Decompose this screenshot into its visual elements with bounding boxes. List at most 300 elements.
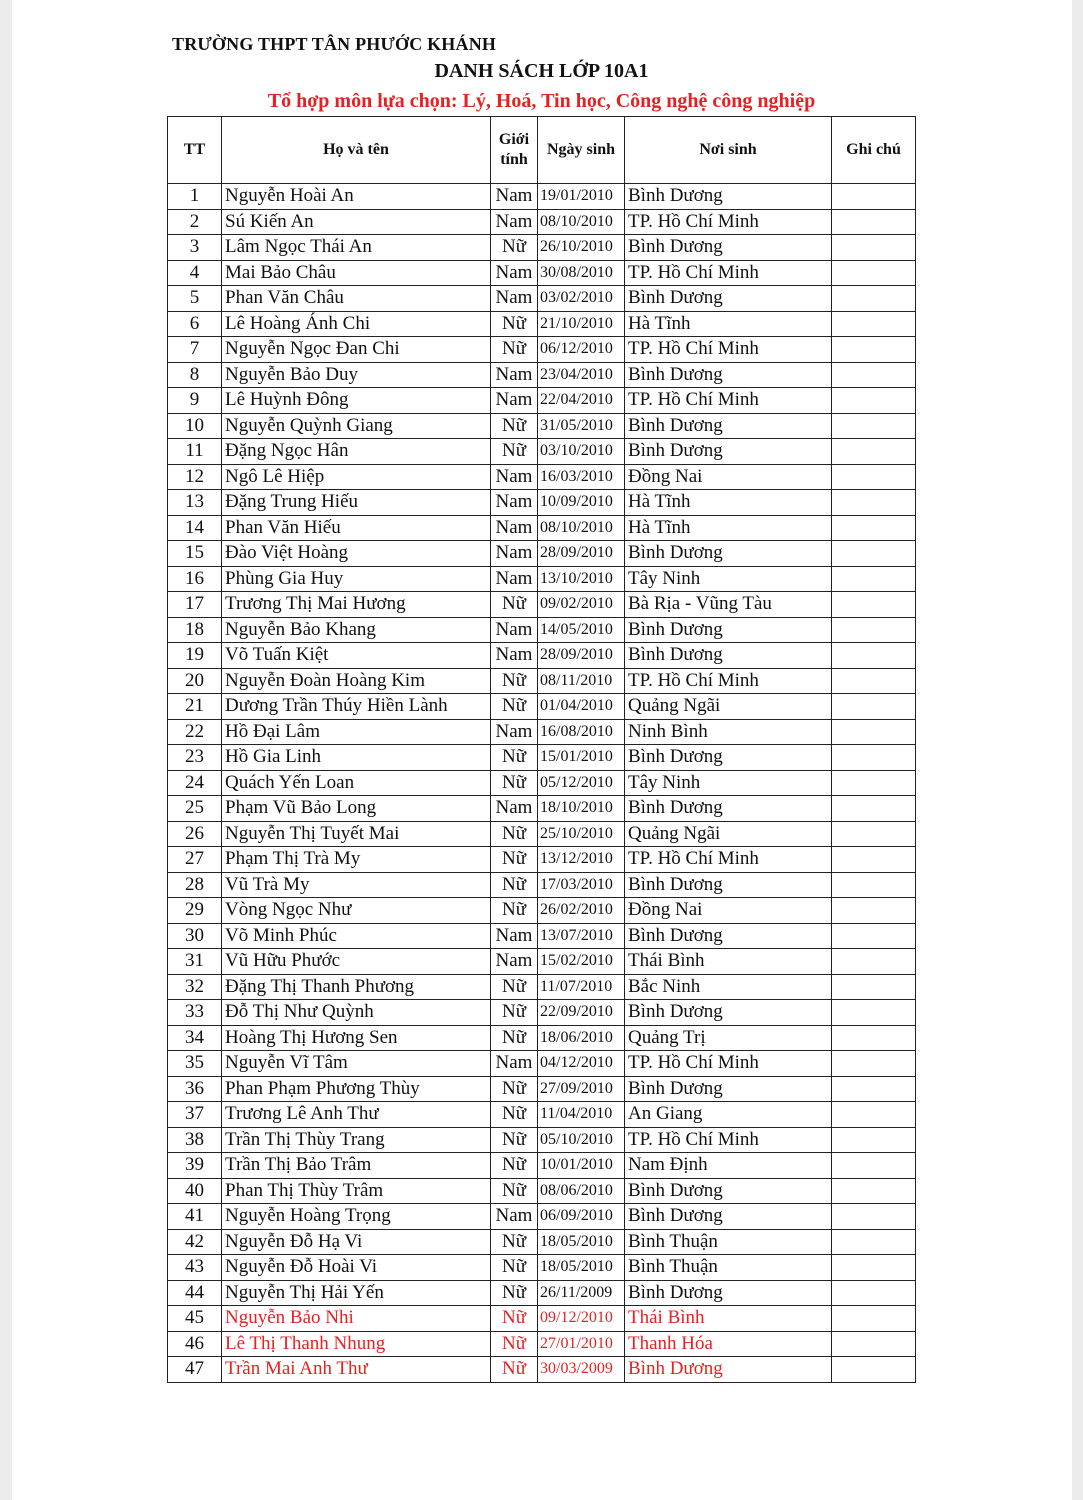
cell-place: TP. Hồ Chí Minh	[625, 847, 832, 873]
cell-tt: 26	[168, 821, 222, 847]
cell-place: Bình Dương	[625, 541, 832, 567]
cell-place: Bình Dương	[625, 1000, 832, 1026]
cell-note	[832, 1127, 916, 1153]
cell-tt: 39	[168, 1153, 222, 1179]
cell-sex: Nam	[491, 643, 538, 669]
cell-place: Đồng Nai	[625, 464, 832, 490]
cell-name: Nguyễn Đỗ Hạ Vi	[222, 1229, 491, 1255]
cell-dob: 25/10/2010	[538, 821, 625, 847]
cell-note	[832, 1280, 916, 1306]
cell-place: Thái Bình	[625, 949, 832, 975]
cell-dob: 31/05/2010	[538, 413, 625, 439]
table-row	[168, 898, 916, 924]
cell-dob: 18/05/2010	[538, 1229, 625, 1255]
cell-note	[832, 796, 916, 822]
table-row	[168, 515, 916, 541]
cell-sex: Nữ	[491, 974, 538, 1000]
cell-note	[832, 923, 916, 949]
cell-tt: 43	[168, 1255, 222, 1281]
cell-note	[832, 974, 916, 1000]
cell-tt: 34	[168, 1025, 222, 1051]
cell-name: Lâm Ngọc Thái An	[222, 235, 491, 261]
cell-place: Bình Dương	[625, 439, 832, 465]
cell-note	[832, 439, 916, 465]
cell-sex: Nữ	[491, 235, 538, 261]
cell-place: Bình Dương	[625, 1204, 832, 1230]
table-row	[168, 1331, 916, 1357]
cell-name: Phan Văn Châu	[222, 286, 491, 312]
cell-place: Bình Dương	[625, 1076, 832, 1102]
cell-tt: 23	[168, 745, 222, 771]
cell-name: Nguyễn Quỳnh Giang	[222, 413, 491, 439]
cell-sex: Nữ	[491, 821, 538, 847]
table-row	[168, 362, 916, 388]
table-row	[168, 923, 916, 949]
cell-tt: 41	[168, 1204, 222, 1230]
cell-tt: 14	[168, 515, 222, 541]
cell-sex: Nam	[491, 362, 538, 388]
cell-sex: Nữ	[491, 1076, 538, 1102]
cell-sex: Nam	[491, 923, 538, 949]
cell-name: Phùng Gia Huy	[222, 566, 491, 592]
cell-note	[832, 413, 916, 439]
cell-sex: Nữ	[491, 668, 538, 694]
table-row	[168, 184, 916, 210]
table-row	[168, 209, 916, 235]
cell-place: TP. Hồ Chí Minh	[625, 337, 832, 363]
cell-dob: 14/05/2010	[538, 617, 625, 643]
cell-dob: 03/02/2010	[538, 286, 625, 312]
table-row	[168, 413, 916, 439]
cell-note	[832, 1255, 916, 1281]
cell-dob: 11/04/2010	[538, 1102, 625, 1128]
cell-note	[832, 668, 916, 694]
cell-dob: 18/10/2010	[538, 796, 625, 822]
cell-tt: 24	[168, 770, 222, 796]
cell-name: Nguyễn Thị Hải Yến	[222, 1280, 491, 1306]
cell-tt: 47	[168, 1357, 222, 1383]
cell-dob: 18/06/2010	[538, 1025, 625, 1051]
cell-sex: Nữ	[491, 745, 538, 771]
cell-sex: Nam	[491, 260, 538, 286]
cell-place: TP. Hồ Chí Minh	[625, 388, 832, 414]
table-row	[168, 821, 916, 847]
cell-dob: 18/05/2010	[538, 1255, 625, 1281]
table-row	[168, 592, 916, 618]
cell-tt: 25	[168, 796, 222, 822]
cell-sex: Nữ	[491, 1025, 538, 1051]
table-row	[168, 1306, 916, 1332]
cell-note	[832, 694, 916, 720]
cell-dob: 01/04/2010	[538, 694, 625, 720]
table-row	[168, 1127, 916, 1153]
table-row	[168, 235, 916, 261]
cell-name: Hồ Đại Lâm	[222, 719, 491, 745]
cell-tt: 27	[168, 847, 222, 873]
cell-note	[832, 515, 916, 541]
cell-sex: Nam	[491, 796, 538, 822]
table-row	[168, 1280, 916, 1306]
cell-dob: 28/09/2010	[538, 643, 625, 669]
col-header-sex-line2: tính	[500, 151, 528, 168]
cell-name: Dương Trần Thúy Hiền Lành	[222, 694, 491, 720]
cell-dob: 26/11/2009	[538, 1280, 625, 1306]
cell-dob: 15/02/2010	[538, 949, 625, 975]
cell-note	[832, 1306, 916, 1332]
cell-tt: 6	[168, 311, 222, 337]
cell-tt: 11	[168, 439, 222, 465]
cell-place: Bình Dương	[625, 923, 832, 949]
cell-sex: Nam	[491, 1204, 538, 1230]
cell-name: Nguyễn Vĩ Tâm	[222, 1051, 491, 1077]
cell-name: Đặng Thị Thanh Phương	[222, 974, 491, 1000]
table-row	[168, 1153, 916, 1179]
cell-dob: 27/09/2010	[538, 1076, 625, 1102]
cell-sex: Nữ	[491, 439, 538, 465]
table-row	[168, 1357, 916, 1383]
cell-dob: 16/03/2010	[538, 464, 625, 490]
cell-place: Bình Thuận	[625, 1229, 832, 1255]
table-row	[168, 949, 916, 975]
cell-place: Bắc Ninh	[625, 974, 832, 1000]
cell-tt: 22	[168, 719, 222, 745]
cell-name: Võ Minh Phúc	[222, 923, 491, 949]
cell-sex: Nam	[491, 286, 538, 312]
cell-name: Lê Huỳnh Đông	[222, 388, 491, 414]
cell-sex: Nam	[491, 566, 538, 592]
table-row	[168, 974, 916, 1000]
cell-note	[832, 184, 916, 210]
cell-dob: 08/10/2010	[538, 515, 625, 541]
cell-dob: 05/12/2010	[538, 770, 625, 796]
cell-note	[832, 1357, 916, 1383]
cell-tt: 16	[168, 566, 222, 592]
cell-place: Bình Dương	[625, 643, 832, 669]
cell-sex: Nam	[491, 515, 538, 541]
cell-place: Bình Dương	[625, 872, 832, 898]
cell-name: Đào Việt Hoàng	[222, 541, 491, 567]
cell-note	[832, 898, 916, 924]
cell-note	[832, 490, 916, 516]
class-roster-table	[167, 116, 916, 1383]
cell-note	[832, 1178, 916, 1204]
cell-dob: 21/10/2010	[538, 311, 625, 337]
cell-sex: Nam	[491, 184, 538, 210]
cell-name: Mai Bảo Châu	[222, 260, 491, 286]
cell-place: Bình Dương	[625, 1357, 832, 1383]
cell-tt: 28	[168, 872, 222, 898]
cell-name: Vũ Trà My	[222, 872, 491, 898]
cell-name: Trương Thị Mai Hương	[222, 592, 491, 618]
cell-sex: Nam	[491, 388, 538, 414]
cell-tt: 1	[168, 184, 222, 210]
cell-note	[832, 949, 916, 975]
col-header-tt: TT	[168, 117, 222, 184]
table-row	[168, 719, 916, 745]
cell-sex: Nữ	[491, 1229, 538, 1255]
cell-tt: 42	[168, 1229, 222, 1255]
table-row	[168, 643, 916, 669]
cell-place: Đồng Nai	[625, 898, 832, 924]
table-row	[168, 872, 916, 898]
cell-name: Hoàng Thị Hương Sen	[222, 1025, 491, 1051]
cell-name: Ngô Lê Hiệp	[222, 464, 491, 490]
table-row	[168, 464, 916, 490]
cell-note	[832, 1331, 916, 1357]
cell-sex: Nữ	[491, 592, 538, 618]
cell-sex: Nữ	[491, 1357, 538, 1383]
cell-name: Nguyễn Đỗ Hoài Vi	[222, 1255, 491, 1281]
cell-name: Nguyễn Bảo Nhi	[222, 1306, 491, 1332]
table-row	[168, 439, 916, 465]
col-header-note: Ghi chú	[832, 117, 916, 184]
table-row	[168, 337, 916, 363]
cell-place: Bình Dương	[625, 796, 832, 822]
cell-dob: 08/10/2010	[538, 209, 625, 235]
cell-note	[832, 209, 916, 235]
cell-dob: 26/10/2010	[538, 235, 625, 261]
cell-place: Bình Dương	[625, 184, 832, 210]
cell-sex: Nam	[491, 1051, 538, 1077]
roster-body	[168, 184, 916, 1383]
cell-name: Đặng Trung Hiếu	[222, 490, 491, 516]
cell-sex: Nữ	[491, 311, 538, 337]
cell-note	[832, 235, 916, 261]
cell-tt: 35	[168, 1051, 222, 1077]
cell-name: Phạm Thị Trà My	[222, 847, 491, 873]
cell-dob: 27/01/2010	[538, 1331, 625, 1357]
cell-tt: 15	[168, 541, 222, 567]
cell-dob: 06/09/2010	[538, 1204, 625, 1230]
cell-sex: Nữ	[491, 847, 538, 873]
table-header-row	[168, 117, 916, 184]
col-header-sex	[491, 117, 538, 184]
cell-note	[832, 1102, 916, 1128]
table-row	[168, 1051, 916, 1077]
cell-sex: Nữ	[491, 872, 538, 898]
cell-sex: Nữ	[491, 1280, 538, 1306]
table-row	[168, 566, 916, 592]
cell-dob: 10/01/2010	[538, 1153, 625, 1179]
cell-dob: 05/10/2010	[538, 1127, 625, 1153]
cell-name: Nguyễn Hoài An	[222, 184, 491, 210]
cell-place: Bình Dương	[625, 362, 832, 388]
cell-place: Hà Tĩnh	[625, 490, 832, 516]
cell-sex: Nữ	[491, 1127, 538, 1153]
table-row	[168, 847, 916, 873]
cell-name: Lê Hoàng Ánh Chi	[222, 311, 491, 337]
cell-note	[832, 1229, 916, 1255]
cell-dob: 28/09/2010	[538, 541, 625, 567]
cell-sex: Nam	[491, 541, 538, 567]
cell-note	[832, 1000, 916, 1026]
cell-note	[832, 847, 916, 873]
cell-place: Bình Dương	[625, 235, 832, 261]
cell-note	[832, 541, 916, 567]
cell-place: Bình Dương	[625, 286, 832, 312]
cell-note	[832, 617, 916, 643]
cell-place: Bình Dương	[625, 745, 832, 771]
cell-dob: 23/04/2010	[538, 362, 625, 388]
cell-note	[832, 872, 916, 898]
table-row	[168, 1076, 916, 1102]
cell-tt: 20	[168, 668, 222, 694]
cell-dob: 26/02/2010	[538, 898, 625, 924]
cell-tt: 31	[168, 949, 222, 975]
cell-dob: 30/03/2009	[538, 1357, 625, 1383]
cell-tt: 3	[168, 235, 222, 261]
cell-sex: Nam	[491, 490, 538, 516]
table-row	[168, 617, 916, 643]
cell-tt: 5	[168, 286, 222, 312]
cell-place: Quảng Ngãi	[625, 694, 832, 720]
cell-note	[832, 1025, 916, 1051]
cell-sex: Nam	[491, 949, 538, 975]
school-name: TRƯỜNG THPT TÂN PHƯỚC KHÁNH	[172, 34, 497, 54]
cell-place: Bình Dương	[625, 1178, 832, 1204]
cell-sex: Nữ	[491, 1255, 538, 1281]
cell-tt: 7	[168, 337, 222, 363]
cell-note	[832, 260, 916, 286]
table-row	[168, 1102, 916, 1128]
cell-place: Bình Dương	[625, 617, 832, 643]
cell-tt: 45	[168, 1306, 222, 1332]
cell-tt: 30	[168, 923, 222, 949]
cell-tt: 8	[168, 362, 222, 388]
cell-note	[832, 337, 916, 363]
table-row	[168, 490, 916, 516]
cell-place: Hà Tĩnh	[625, 311, 832, 337]
cell-dob: 09/12/2010	[538, 1306, 625, 1332]
cell-tt: 32	[168, 974, 222, 1000]
cell-sex: Nam	[491, 464, 538, 490]
cell-note	[832, 745, 916, 771]
cell-dob: 15/01/2010	[538, 745, 625, 771]
cell-tt: 18	[168, 617, 222, 643]
cell-place: Bình Dương	[625, 1280, 832, 1306]
cell-dob: 09/02/2010	[538, 592, 625, 618]
col-header-sex-line1: Giới	[498, 131, 530, 148]
cell-name: Nguyễn Hoàng Trọng	[222, 1204, 491, 1230]
cell-sex: Nữ	[491, 337, 538, 363]
cell-sex: Nữ	[491, 1178, 538, 1204]
cell-dob: 13/12/2010	[538, 847, 625, 873]
cell-dob: 08/06/2010	[538, 1178, 625, 1204]
cell-place: Hà Tĩnh	[625, 515, 832, 541]
cell-place: Quảng Ngãi	[625, 821, 832, 847]
cell-note	[832, 770, 916, 796]
cell-sex: Nữ	[491, 1306, 538, 1332]
cell-dob: 08/11/2010	[538, 668, 625, 694]
cell-note	[832, 821, 916, 847]
cell-note	[832, 1204, 916, 1230]
table-row	[168, 770, 916, 796]
cell-place: Bình Thuận	[625, 1255, 832, 1281]
cell-sex: Nữ	[491, 413, 538, 439]
cell-tt: 19	[168, 643, 222, 669]
table-row	[168, 541, 916, 567]
cell-place: TP. Hồ Chí Minh	[625, 260, 832, 286]
table-row	[168, 1204, 916, 1230]
table-row	[168, 260, 916, 286]
cell-dob: 19/01/2010	[538, 184, 625, 210]
cell-tt: 40	[168, 1178, 222, 1204]
cell-sex: Nam	[491, 719, 538, 745]
cell-note	[832, 1076, 916, 1102]
cell-place: Quảng Trị	[625, 1025, 832, 1051]
cell-tt: 9	[168, 388, 222, 414]
table-row	[168, 1229, 916, 1255]
cell-sex: Nữ	[491, 1331, 538, 1357]
cell-name: Đặng Ngọc Hân	[222, 439, 491, 465]
cell-name: Trương Lê Anh Thư	[222, 1102, 491, 1128]
cell-dob: 30/08/2010	[538, 260, 625, 286]
cell-note	[832, 592, 916, 618]
cell-tt: 33	[168, 1000, 222, 1026]
cell-tt: 37	[168, 1102, 222, 1128]
cell-place: An Giang	[625, 1102, 832, 1128]
cell-tt: 36	[168, 1076, 222, 1102]
col-header-name: Họ và tên	[222, 117, 491, 184]
subject-combination: Tổ hợp môn lựa chọn: Lý, Hoá, Tin học, Công nghệ công nghiệp	[267, 90, 816, 112]
cell-name: Trần Thị Thùy Trang	[222, 1127, 491, 1153]
cell-place: Tây Ninh	[625, 566, 832, 592]
cell-name: Trần Thị Bảo Trâm	[222, 1153, 491, 1179]
cell-place: TP. Hồ Chí Minh	[625, 1051, 832, 1077]
cell-name: Nguyễn Bảo Khang	[222, 617, 491, 643]
cell-name: Phan Thị Thùy Trâm	[222, 1178, 491, 1204]
cell-note	[832, 643, 916, 669]
cell-dob: 06/12/2010	[538, 337, 625, 363]
cell-tt: 46	[168, 1331, 222, 1357]
cell-sex: Nam	[491, 209, 538, 235]
cell-place: Tây Ninh	[625, 770, 832, 796]
cell-place: Bình Dương	[625, 413, 832, 439]
cell-name: Nguyễn Bảo Duy	[222, 362, 491, 388]
cell-name: Phạm Vũ Bảo Long	[222, 796, 491, 822]
table-row	[168, 311, 916, 337]
cell-note	[832, 362, 916, 388]
cell-dob: 10/09/2010	[538, 490, 625, 516]
cell-dob: 03/10/2010	[538, 439, 625, 465]
cell-dob: 16/08/2010	[538, 719, 625, 745]
table-row	[168, 668, 916, 694]
cell-name: Nguyễn Thị Tuyết Mai	[222, 821, 491, 847]
cell-name: Vòng Ngọc Như	[222, 898, 491, 924]
cell-place: Nam Định	[625, 1153, 832, 1179]
cell-tt: 13	[168, 490, 222, 516]
cell-dob: 17/03/2010	[538, 872, 625, 898]
cell-note	[832, 1051, 916, 1077]
col-header-place: Nơi sinh	[625, 117, 832, 184]
cell-tt: 17	[168, 592, 222, 618]
table-row	[168, 388, 916, 414]
cell-note	[832, 719, 916, 745]
cell-name: Quách Yến Loan	[222, 770, 491, 796]
cell-tt: 29	[168, 898, 222, 924]
cell-note	[832, 464, 916, 490]
table-row	[168, 694, 916, 720]
cell-name: Hồ Gia Linh	[222, 745, 491, 771]
cell-name: Sú Kiến An	[222, 209, 491, 235]
cell-tt: 12	[168, 464, 222, 490]
cell-sex: Nữ	[491, 898, 538, 924]
cell-tt: 44	[168, 1280, 222, 1306]
cell-sex: Nữ	[491, 1102, 538, 1128]
cell-note	[832, 1153, 916, 1179]
cell-note	[832, 566, 916, 592]
cell-note	[832, 286, 916, 312]
